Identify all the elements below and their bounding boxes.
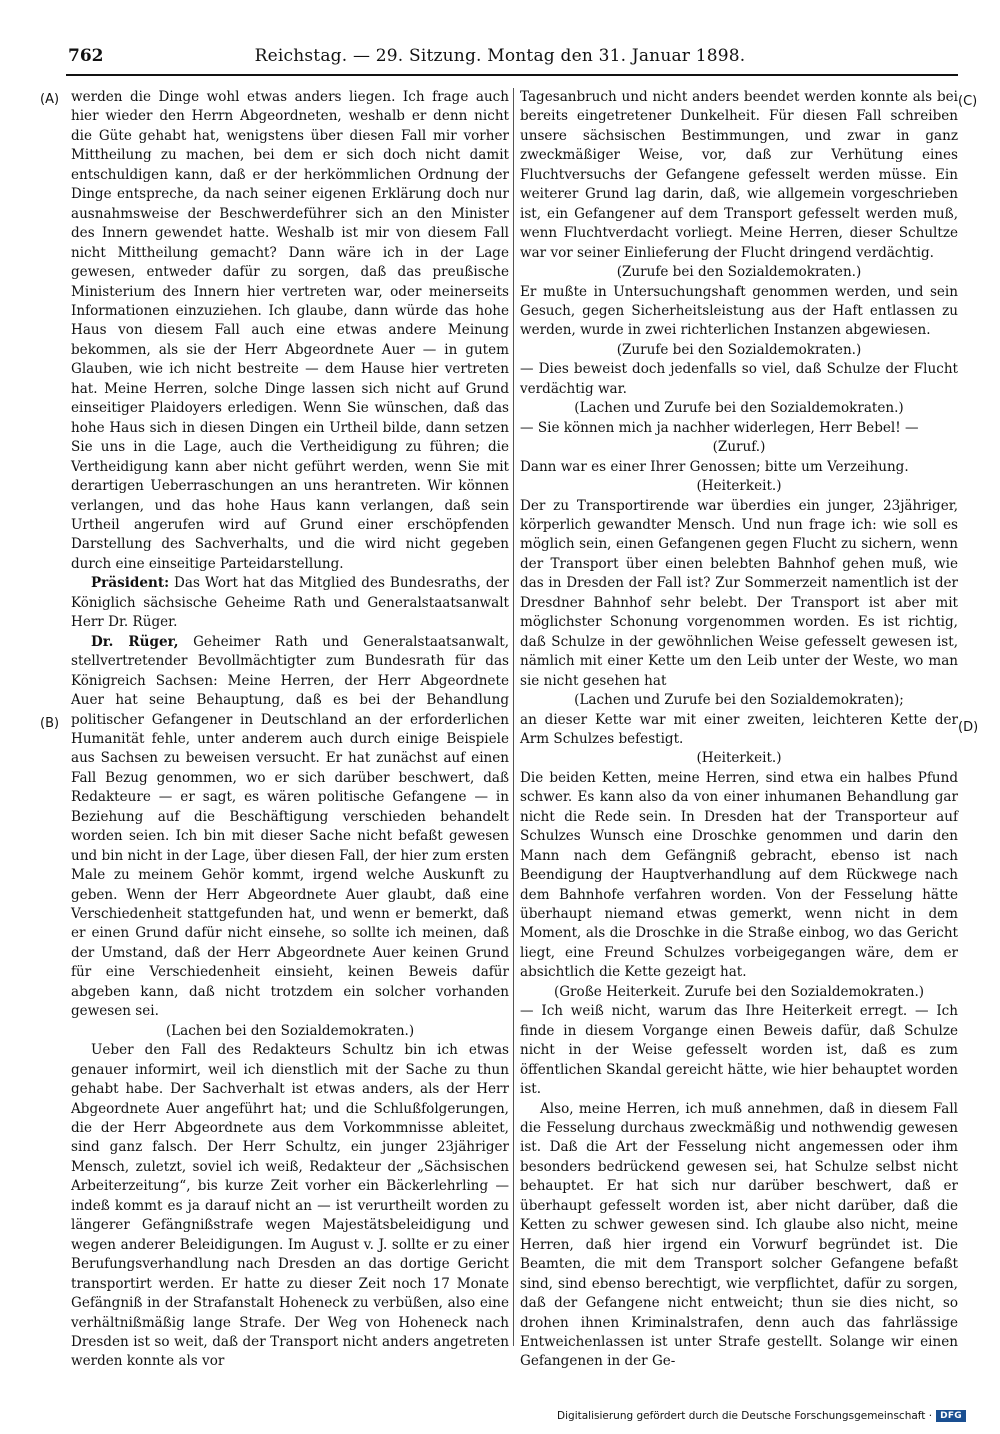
paragraph-text: Also, meine Herren, ich muß annehmen, daß in diesem Fall die Fesselung durchaus zweckmäßig und nothwendig gewesen ist. Daß die Art der Fesselung nicht angemessen oder ihm besonders bedrückend gewesen sei, hat Schulze selbst nicht behauptet. Er hat sich nur darüber beschwert, daß er überhaupt gefesselt worden ist, aber nicht darüber, daß die Ketten zu schwer gewesen sind. Ich glaube also nicht, meine Herren, daß hier irgend ein Vorwurf begründet ist. Die Beamten, die mit dem Transport solcher Gefangene befaßt sind, sind ebenso berechtigt, wie verpflichtet, dafür zu sorgen, daß der Gefangene nicht entweicht; thun sie dies nicht, so drohen ihnen Kriminalstrafen, denn auch das fahrlässige Entweichenlassen ist unter Strafe gestellt. Solange wir einen Gefangenen in der Ge- [520, 1100, 958, 1370]
paragraph [520, 769, 958, 983]
paragraph-text: — Sie können mich ja nachher widerlegen, Herr Bebel! — [520, 419, 919, 436]
interjection [520, 341, 958, 360]
interjection [520, 983, 958, 1002]
column-rule [513, 88, 514, 1346]
paragraph-text: (Zurufe bei den Sozialdemokraten.) [616, 264, 862, 281]
paragraph-text: Die beiden Ketten, meine Herren, sind etwa ein halbes Pfund schwer. Es kann also da von einer inhumanen Behandlung gar nicht die Rede sein. In Dresden hat der Transporteur auf Schulzes Wunsch eine Droschke genommen und darin den Mann nach dem Gefängniß gebracht, ebenso ist nach Beendigung der Hauptverhandlung auf dem Rückwege nach dem Bahnhofe verfahren worden. Von der Fesselung hätte überhaupt niemand etwas gemerkt, wenn nicht in dem Moment, als die Droschke in die Straße einbog, wo das Gericht liegt, eine Freund Schulzes vorbeigegangen wäre, dem er absichtlich die Kette gezeigt hat. [520, 769, 958, 981]
margin-mark-a: (A) [40, 92, 60, 107]
paragraph [71, 574, 509, 632]
running-head: Reichstag. — 29. Sitzung. Montag den 31. Januar 1898. [254, 46, 746, 66]
paragraph [71, 633, 509, 1022]
interjection [520, 477, 958, 496]
paragraph [520, 458, 958, 477]
paragraph-text: — Ich weiß nicht, warum das Ihre Heiterkeit erregt. — Ich finde in diesem Vorgange einen Beweis dafür, daß Schulze nicht in der Weise gefesselt worden ist, daß es zum öffentlichen Skandal gereicht hätte, wie hier behauptet worden ist. [520, 1003, 958, 1098]
paragraph-text: (Lachen bei den Sozialdemokraten.) [165, 1022, 415, 1039]
paragraph-text: an dieser Kette war mit einer zweiten, leichteren Kette der Arm Schulzes befestigt. [520, 711, 958, 747]
interjection [520, 399, 958, 418]
paragraph-text: Geheimer Rath und Generalstaatsanwalt, stellvertretender Bevollmächtigter zum Bundesrath für das Königreich Sachsen: Meine Herren, der Herr Abgeordnete Auer hat seine Behauptung, daß es bei der Behandlung politischer Gefangener in Deutschland an der erforderlichen Humanität fehle, unter anderem auch durch einige Beispiele aus Sachsen zu beweisen versucht. Er hat zunächst auf einen Fall Bezug genommen, wo er sich darüber beschwert, daß Redakteure — er sagt, es wären politische Gefangene — in Beziehung auf die Beschäftigung verschieden behandelt worden seien. Ich bin mit dieser Sache nicht befaßt gewesen und bin nicht in der Lage, über diesen Fall, der hier zum ersten Male zu meinem Gehör kommt, irgend welche Auskunft zu geben. Wenn der Herr Abgeordnete Auer glaubt, daß eine Verschiedenheit stattgefunden hat, und wenn er bemerkt, daß er einen Grund dafür nicht einsehe, so sollte ich meinen, daß der Umstand, daß der Herr Abgeordnete Auer keinen Grund für eine Verschiedenheit einsieht, keinen Beweis dafür abgeben kann, daß nicht trotzdem ein solcher vorhanden gewesen sei. [71, 633, 509, 1020]
digitization-credit: Digitalisierung gefördert durch die Deutsche Forschungsgemeinschaft · [557, 1410, 933, 1422]
paragraph [520, 419, 958, 438]
interjection [520, 749, 958, 768]
paragraph [520, 360, 958, 399]
paragraph-text: (Lachen und Zurufe bei den Sozialdemokraten); [574, 692, 904, 709]
paragraph [520, 1100, 958, 1372]
interjection [520, 691, 958, 710]
left-column [71, 88, 509, 1370]
paragraph [71, 88, 509, 574]
page-header [38, 46, 962, 74]
paragraph-text: Tagesanbruch und nicht anders beendet werden konnte als bei bereits eingetretener Dunkelheit. Für diesen Fall schreiben unsere sächsischen Bestimmungen, und zwar in ganz zweckmäßiger Weise, vor, daß zur Verhütung eines Fluchtversuchs der Gefangene gefesselt werden müsse. Ein weiterer Grund lag darin, daß, wie allgemein vorgeschrieben ist, ein Gefangener auf dem Transport gefesselt werden muß, wenn Fluchtverdacht vorliegt. Meine Herren, dieser Schultze war vor seiner Einlieferung der Flucht dringend verdächtig. [520, 89, 958, 261]
paragraph [520, 283, 958, 341]
paragraph-text: Dann war es einer Ihrer Genossen; bitte um Verzeihung. [520, 458, 909, 475]
margin-mark-d: (D) [958, 720, 979, 735]
header-rule [66, 74, 958, 76]
paragraph [520, 1002, 958, 1099]
paragraph-text: Der zu Transportirende war überdies ein junger, 23jähriger, körperlich gewandter Mensch. Und nun frage ich: wie soll es möglich sein, einen Gefangenen gegen Flucht zu sichern, wenn der Transport über einen belebten Bahnhof gehen muß, wie das in Dresden der Fall ist? Zur Sommerzeit namentlich ist der Dresdner Bahnhof sehr belebt. Der Transport ist aber mit möglichster Schonung vorgenommen worden. Es ist richtig, daß Schulze in der gewöhnlichen Weise gefesselt gewesen ist, nämlich mit einer Kette um den Leib unter der Weste, wo man sie nicht gesehen hat [520, 497, 958, 689]
right-column [520, 88, 958, 1370]
interjection [520, 263, 958, 282]
paragraph [71, 1041, 509, 1372]
paragraph-text: (Heiterkeit.) [696, 478, 782, 495]
paragraph-text: (Lachen und Zurufe bei den Sozialdemokraten.) [574, 400, 904, 417]
margin-mark-c: (C) [958, 94, 978, 109]
page-number: 762 [68, 46, 104, 66]
paragraph-text: Er mußte in Untersuchungshaft genommen werden, und sein Gesuch, gegen Sicherheitsleistung aus der Haft entlassen zu werden, wurde in zwei richterlichen Instanzen abgewiesen. [520, 283, 958, 339]
paragraph [520, 88, 958, 263]
paragraph-text: (Große Heiterkeit. Zurufe bei den Sozialdemokraten.) [553, 983, 925, 1000]
paragraph-text: (Zurufe bei den Sozialdemokraten.) [616, 341, 862, 358]
speaker-name: Dr. Rüger, [91, 633, 179, 650]
footer-credit [557, 1410, 966, 1422]
interjection [71, 1022, 509, 1041]
paragraph-text: Das Wort hat das Mitglied des Bundesraths, der Königlich sächsische Geheime Rath und Generalstaatsanwalt Herr Dr. Rüger. [71, 575, 509, 631]
paragraph-text: — Dies beweist doch jedenfalls so viel, daß Schulze der Flucht verdächtig war. [520, 361, 958, 397]
paragraph-text: (Zuruf.) [712, 439, 766, 456]
dfg-logo: DFG [936, 1410, 966, 1422]
paragraph [520, 497, 958, 692]
paragraph-text: (Heiterkeit.) [696, 750, 782, 767]
speaker-name: Präsident: [91, 575, 170, 592]
paragraph [520, 711, 958, 750]
margin-mark-b: (B) [40, 716, 60, 731]
interjection [520, 438, 958, 457]
paragraph-text: Ueber den Fall des Redakteurs Schultz bin ich etwas genauer informirt, weil ich dienstlich mit der Sache zu thun gehabt habe. Der Sachverhalt ist etwas anders, als der Herr Abgeordnete Auer angeführt hat; und die Schlußfolgerungen, die der Herr Abgeordnete aus dem Vorkommnisse ableitet, sind ganz falsch. Der Herr Schultz, ein junger 23jähriger Mensch, zuletzt, soviel ich weiß, Redakteur der „Sächsischen Arbeiterzeitung“, bis kurze Zeit vorher ein Bäckerlehrling — indeß kommt es ja darauf nicht an — ist verurtheilt worden zu längerer Gefängnißstrafe wegen Majestätsbeleidigung und wegen anderer Beleidigungen. Im August v. J. sollte er zu einer Berufungsverhandlung nach Dresden an das dortige Gericht transportirt werden. Er hatte zu dieser Zeit noch 17 Monate Gefängniß in der Strafanstalt Hoheneck zu verbüßen, also eine verhältnißmäßig lange Strafe. Der Weg von Hoheneck nach Dresden ist so weit, daß der Transport nicht anders angetreten werden konnte als vor [71, 1042, 509, 1370]
paragraph-text: werden die Dinge wohl etwas anders liegen. Ich frage auch hier wieder den Herrn Abgeordneten, weshalb er denn nicht die Güte gehabt hat, wenigstens über diesen Fall mir vorher Mittheilung zu machen, bei dem er sich doch nicht damit entschuldigen kann, daß er der herkömmlichen Ordnung der Dinge entspreche, da nach seiner eigenen Erklärung doch nur ausnahmsweise der Beschwerdeführer sich an den Minister des Innern gewendet hatte. Weshalb ist mir von diesem Fall nicht Mittheilung gemacht? Dann wäre ich in der Lage gewesen, entweder dafür zu sorgen, daß das preußische Ministerium des Innern hier vertreten war, oder meinerseits Informationen einzuziehen. Ich glaube, dann würde das hohe Haus von diesem Fall auch eine etwas andere Meinung bekommen, als sie der Herr Abgeordnete Auer — in gutem Glauben, wie ich nicht bestreite — dem Hause hier vertreten hat. Meine Herren, solche Dinge lassen sich nicht auf Grund einseitiger Plaidoyers erledigen. Wenn Sie wünschen, daß das hohe Haus sich in diesen Dingen ein Urtheil bilde, dann setzen Sie uns in die Lage, auch die Vertheidigung zu führen; die Vertheidigung kann aber nicht geführt werden, wenn Sie mit derartigen Ueberraschungen an uns herantreten. Wir können verlangen, und das hohe Haus kann verlangen, daß sein Urtheil angerufen wird auf Grund einer erschöpfenden Darstellung des Sachverhalts, und die wird nicht gegeben durch eine einseitige Parteidarstellung. [71, 89, 509, 572]
